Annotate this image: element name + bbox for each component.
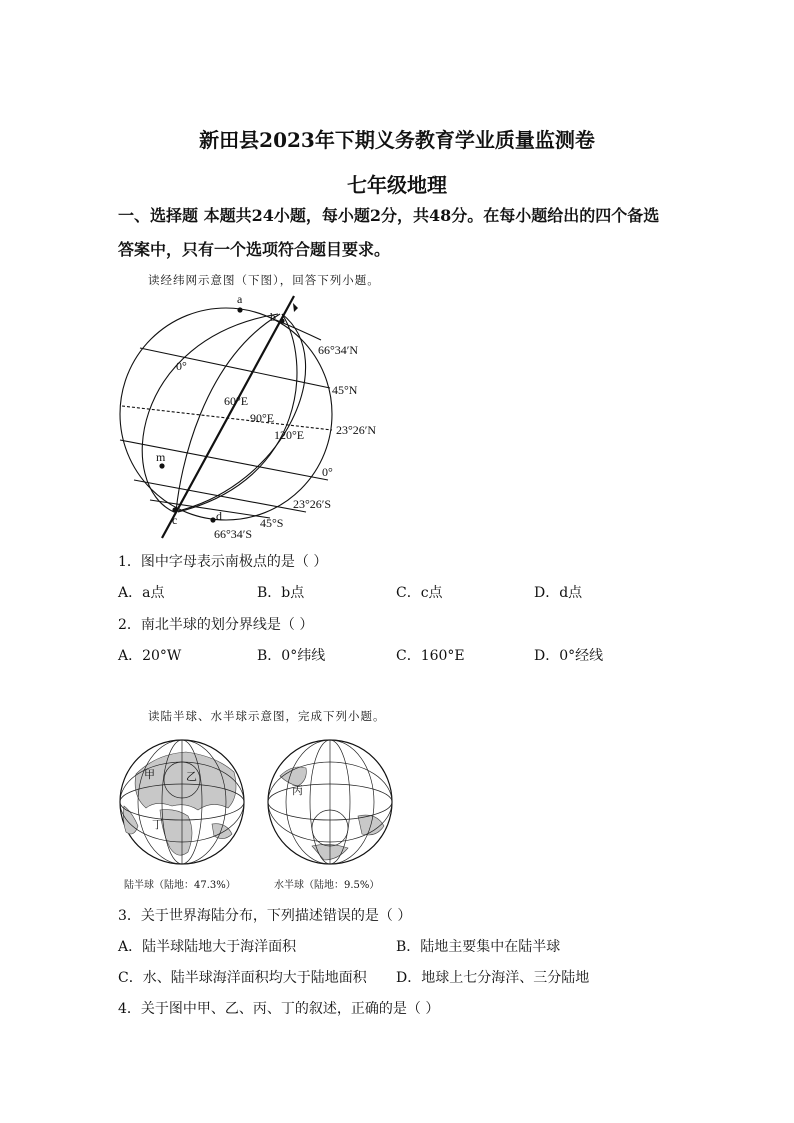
figure2-hint: 读陆半球、水半球示意图，完成下列小题。 [148,709,386,723]
q1-option-b[interactable]: B．b点 [257,585,305,601]
label-m: m [156,450,166,464]
section-heading-line1: 一、选择题 本题共24小题，每小题2分，共48分。在每小题给出的四个备选 [118,206,660,225]
point-d [210,517,215,522]
label-lon-120e: 120°E [274,428,305,442]
exam-title: 新田县2023年下期义务教育学业质量监测卷 [199,128,595,152]
label-yi: 乙 [186,771,197,783]
point-m [159,463,164,468]
graticule-diagram [110,290,400,550]
meridian-120e [174,314,306,512]
q3-option-b[interactable]: B．陆地主要集中在陆半球 [396,939,561,955]
point-b [279,318,284,323]
label-jia: 甲 [144,769,155,781]
label-d: d [216,509,222,523]
label-a: a [237,292,243,306]
section-heading [118,199,698,267]
rotation-arrow-icon [293,303,298,312]
land-hemisphere-caption: 陆半球（陆地：47.3%） [124,880,236,891]
label-b: b [270,310,276,324]
question-4-stem: 4．关于图中甲、乙、丙、丁的叙述，正确的是（ ） [118,1001,440,1017]
q3-option-a[interactable]: A．陆半球陆地大于海洋面积 [118,939,297,955]
label-lat-0: 0° [322,465,333,479]
q1-option-a[interactable]: A．a点 [118,585,165,601]
parallel-0 [120,440,328,480]
water-hemisphere-caption: 水半球（陆地：9.5%） [274,880,380,891]
meridian-outer [178,314,297,512]
q2-option-d[interactable]: D．0°经线 [534,648,604,664]
section-heading-line2: 答案中，只有一个选项符合题目要求。 [118,240,391,259]
label-ding: 丁 [152,819,163,831]
label-lon-0: 0° [176,359,187,373]
globe-outline [120,308,332,520]
q3-option-d[interactable]: D．地球上七分海洋、三分陆地 [396,970,590,986]
label-lon-90e: 90°E [250,411,275,425]
question-3-stem: 3．关于世界海陆分布，下列描述错误的是（ ） [118,908,412,924]
point-a [237,307,242,312]
q2-option-a[interactable]: A．20°W [118,648,182,664]
exam-subtitle: 七年级地理 [347,173,447,197]
q2-option-b[interactable]: B．0°纬线 [257,648,326,664]
q1-option-d[interactable]: D．d点 [534,585,583,601]
label-lat-23n: 23°26′N [336,423,377,437]
question-2-stem: 2．南北半球的划分界线是（ ） [118,617,314,633]
point-c [172,507,177,512]
earth-axis [162,296,294,538]
label-lat-23s: 23°26′S [293,497,332,511]
label-lat-66s: 66°34′S [214,527,253,541]
label-c: c [172,513,178,527]
q3-option-c[interactable]: C．水、陆半球海洋面积均大于陆地面积 [118,970,367,986]
question-1-stem: 1．图中字母表示南极点的是（ ） [118,554,328,570]
water-hemisphere-map [262,736,402,876]
label-bing: 丙 [292,785,303,797]
label-lat-45n: 45°N [332,383,358,397]
land-hemisphere-map [116,736,256,876]
label-lon-60e: 60°E [224,394,249,408]
label-lat-45s: 45°S [260,516,284,530]
figure1-hint: 读经纬网示意图（下图），回答下列小题。 [148,273,380,287]
q1-option-c[interactable]: C．c点 [396,585,443,601]
q2-option-c[interactable]: C．160°E [396,648,465,664]
label-lat-66n: 66°34′N [318,343,359,357]
